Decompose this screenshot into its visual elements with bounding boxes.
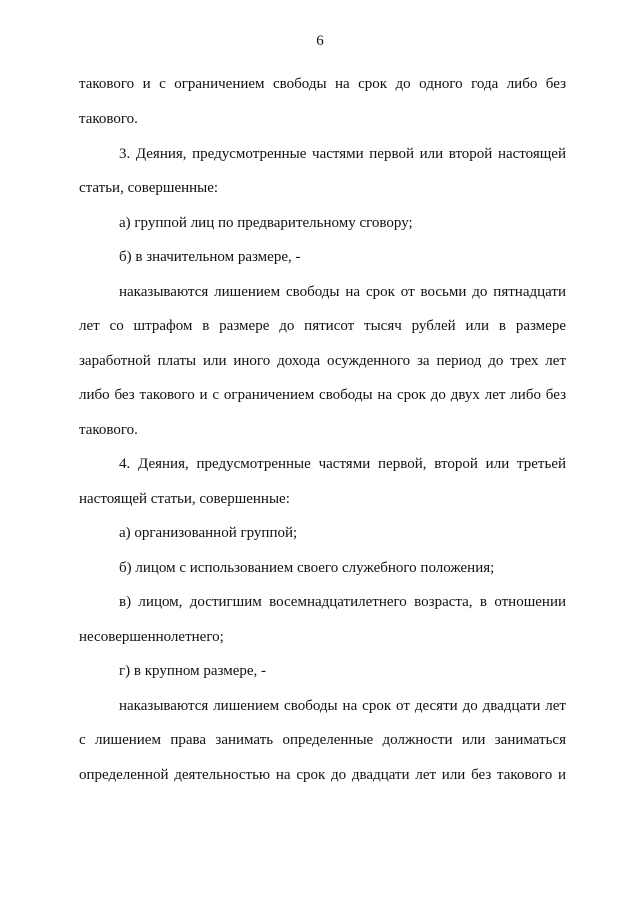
text-line: б) лицом с использованием своего служебного положения; — [119, 560, 495, 576]
text-line: несовершеннолетнего; — [79, 629, 224, 645]
text-line: б) в значительном размере, - — [119, 249, 301, 265]
text-line: такового. — [79, 111, 138, 127]
text-line: г) в крупном размере, - — [119, 663, 267, 679]
text-line: такового. — [79, 422, 138, 438]
text-line: а) организованной группой; — [119, 525, 298, 541]
text-line: заработной платы или иного дохода осужденного за период до трех лет — [79, 353, 566, 369]
text-line: в) лицом, достигшим восемнадцатилетнего возраста, в отношении — [119, 594, 566, 610]
text-line: статьи, совершенные: — [79, 180, 219, 196]
page-number: 6 — [316, 33, 324, 49]
text-line: 3. Деяния, предусмотренные частями первой или второй настоящей — [119, 146, 566, 162]
text-line: либо без такового и с ограничением свободы на срок до двух лет либо без — [79, 387, 566, 403]
text-line: определенной деятельностью на срок до двадцати лет или без такового и — [79, 767, 566, 783]
text-line: такового и с ограничением свободы на срок до одного года либо без — [79, 76, 566, 92]
text-line: наказываются лишением свободы на срок от десяти до двадцати лет — [119, 698, 566, 714]
text-line: а) группой лиц по предварительному сговору; — [119, 215, 413, 231]
text-line: наказываются лишением свободы на срок от восьми до пятнадцати — [119, 284, 566, 300]
text-line: настоящей статьи, совершенные: — [79, 491, 290, 507]
text-line: с лишением права занимать определенные должности или заниматься — [79, 732, 566, 748]
text-line: 4. Деяния, предусмотренные частями первой, второй или третьей — [119, 456, 566, 472]
text-line: лет со штрафом в размере до пятисот тысяч рублей или в размере — [79, 318, 566, 334]
